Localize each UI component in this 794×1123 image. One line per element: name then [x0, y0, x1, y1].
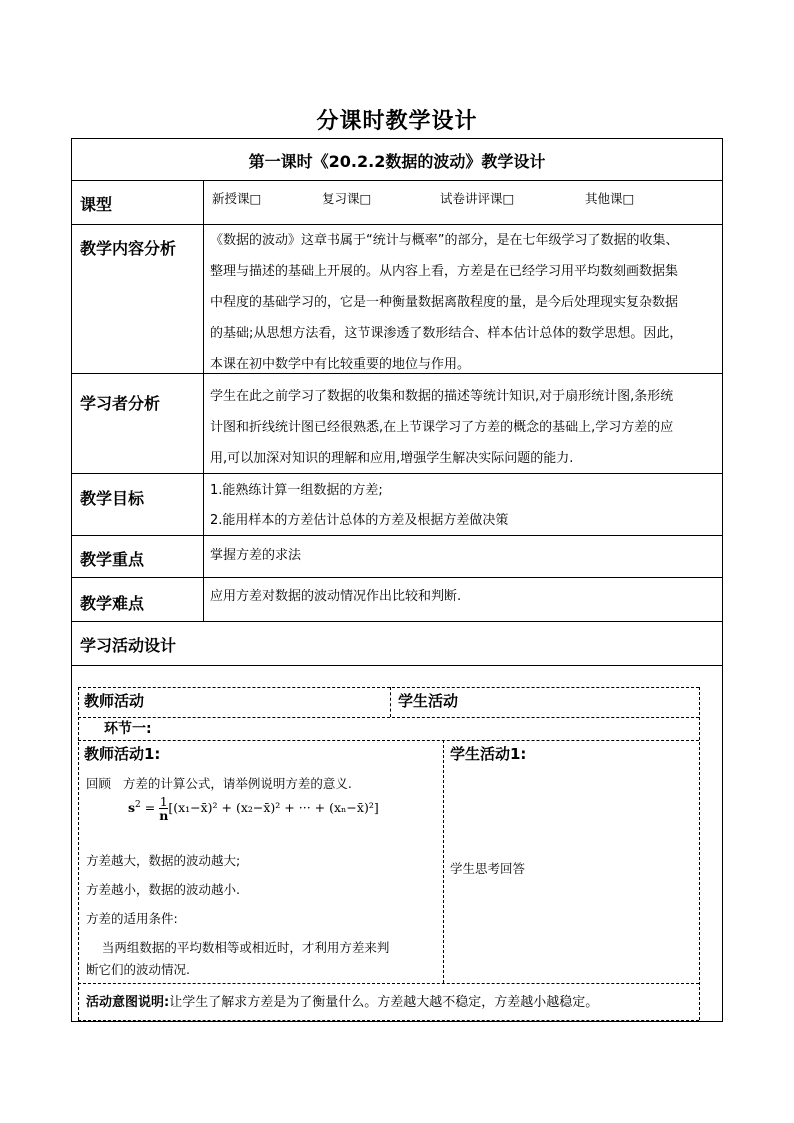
content-analysis-line: 《数据的波动》这章书属于“统计与概率”的部分，是在七年级学习了数据的收集、 — [210, 233, 679, 248]
option-new-lesson[interactable]: 新授课□ — [212, 191, 262, 206]
page-title: 分课时教学设计 — [316, 109, 478, 134]
teaching-goal-line: 2.能用样本的方差估计总体的方差及根据方差做决策 — [210, 513, 509, 528]
difficulties-text: 应用方差对数据的波动情况作出比较和判断. — [210, 589, 462, 604]
activity-intent-text: 让学生了解求方差是为了衡量什么。方差越大越不稳定，方差越小越稳定。 — [169, 995, 599, 1010]
teaching-goal-line: 1.能熟练计算一组数据的方差; — [210, 483, 383, 498]
section-one-label: 环节一: — [104, 721, 152, 737]
learner-analysis-line: 学生在此之前学习了数据的收集和数据的描述等统计知识,对于扇形统计图,条形统 — [210, 389, 674, 404]
formula-lhs: s — [128, 800, 136, 815]
teacher-activity-header: 教师活动 — [84, 692, 145, 710]
learner-analysis-label: 学习者分析 — [80, 394, 161, 413]
student-activity-header: 学生活动 — [398, 692, 459, 710]
teacher-line: 断它们的波动情况. — [86, 962, 190, 977]
key-points-label: 教学重点 — [80, 550, 145, 569]
teacher-line: 方差的适用条件: — [86, 911, 178, 926]
learner-analysis-line: 计图和折线统计图已经很熟悉,在上节课学习了方差的概念的基础上,学习方差的应 — [210, 420, 674, 435]
teacher-activity-1-title: 教师活动1: — [84, 745, 161, 763]
lesson-design-table — [71, 138, 723, 1022]
option-other-lesson[interactable]: 其他课□ — [585, 191, 635, 206]
option-review-lesson[interactable]: 复习课□ — [322, 191, 372, 206]
lesson-title: 第一课时《20.2.2数据的波动》教学设计 — [248, 152, 546, 171]
activity-intent-label: 活动意图说明: — [86, 995, 170, 1010]
learner-analysis-line: 用,可以加深对知识的理解和应用,增强学生解决实际问题的能力. — [210, 451, 574, 466]
formula-numerator: 1 — [159, 794, 168, 809]
formula-denominator: n — [159, 808, 169, 823]
content-analysis-label: 教学内容分析 — [80, 239, 177, 258]
activity-intent — [86, 991, 598, 1010]
content-analysis-line: 本课在初中数学中有比较重要的地位与作用。 — [210, 357, 471, 372]
teacher-line: 方差越大，数据的波动越大; — [86, 853, 241, 868]
formula-body: [(x₁−x̄)² + (x₂−x̄)² + ··· + (xₙ−x̄)²] — [168, 800, 379, 815]
formula-fraction — [159, 795, 168, 822]
teaching-goals-label: 教学目标 — [80, 489, 145, 508]
teacher-line: 当两组数据的平均数相等或相近时，才利用方差来判 — [86, 940, 390, 955]
formula-lhs-exponent: 2 — [135, 799, 141, 810]
activity-table — [78, 687, 699, 1021]
formula-equals: = — [144, 800, 156, 815]
content-analysis-line: 的基础;从思想方法看，这节课渗透了数形结合、样本估计总体的数学思想。因此， — [210, 326, 683, 341]
option-exam-review-lesson[interactable]: 试卷讲评课□ — [440, 191, 515, 206]
course-type-label: 课型 — [80, 195, 113, 214]
content-analysis-line: 中程度的基础学习的，它是一种衡量数据离散程度的量，是今后处理现实复杂数据 — [210, 295, 679, 310]
review-prompt: 回顾 方差的计算公式，请举例说明方差的意义. — [86, 776, 352, 791]
teacher-line: 方差越小，数据的波动越小. — [86, 882, 240, 897]
key-points-text: 掌握方差的求法 — [210, 548, 302, 563]
student-answer: 学生思考回答 — [450, 861, 526, 876]
activity-design-label: 学习活动设计 — [80, 636, 177, 655]
difficulties-label: 教学难点 — [80, 594, 145, 613]
student-activity-1-title: 学生活动1: — [450, 745, 527, 763]
content-analysis-line: 整理与描述的基础上开展的。从内容上看，方差是在已经学习用平均数刻画数据集 — [210, 264, 679, 279]
variance-formula — [128, 795, 379, 822]
